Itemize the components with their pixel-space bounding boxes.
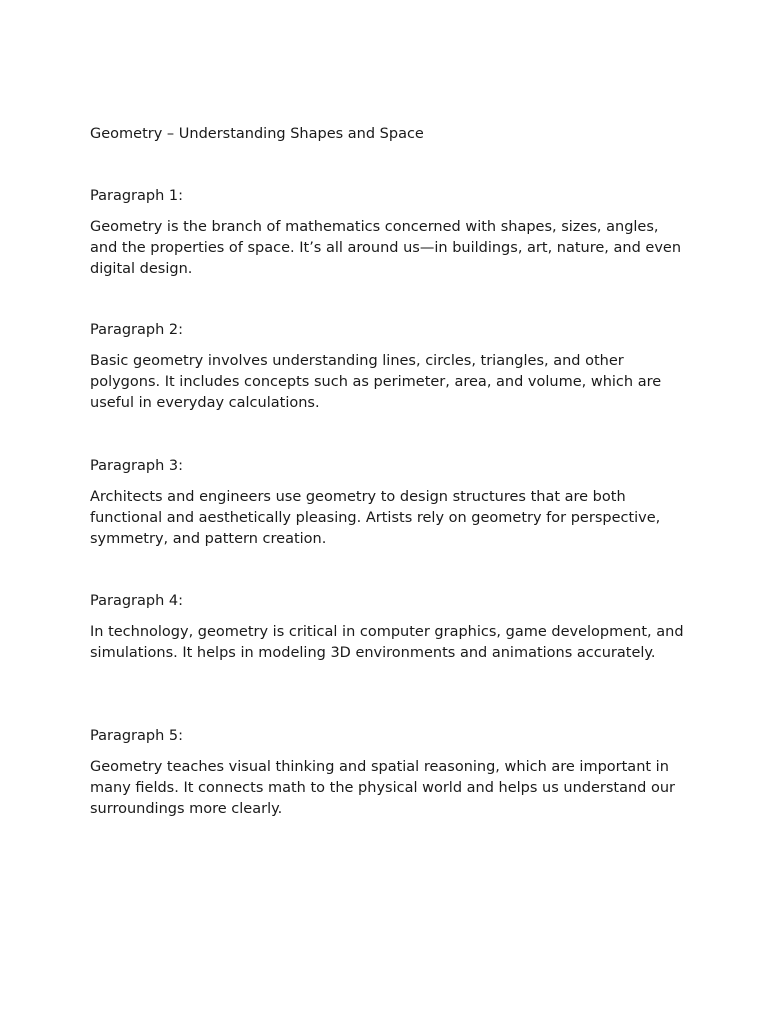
section-body: Basic geometry involves understanding lines, circles, triangles, and other polygons. It includes concepts such as perimeter, area, and volume, which are useful in everyday calculations.	[90, 353, 662, 411]
section-body: Geometry is the branch of mathematics concerned with shapes, sizes, angles, and the properties of space. It’s all around us—in buildings, art, nature, and even digital design.	[90, 219, 682, 277]
section-2	[90, 320, 690, 414]
section-5	[90, 726, 690, 820]
section-body: Geometry teaches visual thinking and spatial reasoning, which are important in many fields. It connects math to the physical world and helps us understand our surroundings more clearly.	[90, 759, 676, 817]
section-heading: Paragraph 5:	[90, 728, 183, 744]
section-heading: Paragraph 4:	[90, 593, 183, 609]
section-heading: Paragraph 1:	[90, 188, 183, 204]
section-1	[90, 186, 690, 280]
document-title: Geometry – Understanding Shapes and Space	[90, 126, 424, 142]
section-heading: Paragraph 2:	[90, 322, 183, 338]
section-heading: Paragraph 3:	[90, 458, 183, 474]
section-body: In technology, geometry is critical in computer graphics, game development, and simulations. It helps in modeling 3D environments and animations accurately.	[90, 624, 684, 661]
section-3	[90, 456, 690, 550]
section-body: Architects and engineers use geometry to design structures that are both functional and aesthetically pleasing. Artists rely on geometry for perspective, symmetry, and pattern creation.	[90, 489, 661, 547]
section-4	[90, 591, 690, 664]
